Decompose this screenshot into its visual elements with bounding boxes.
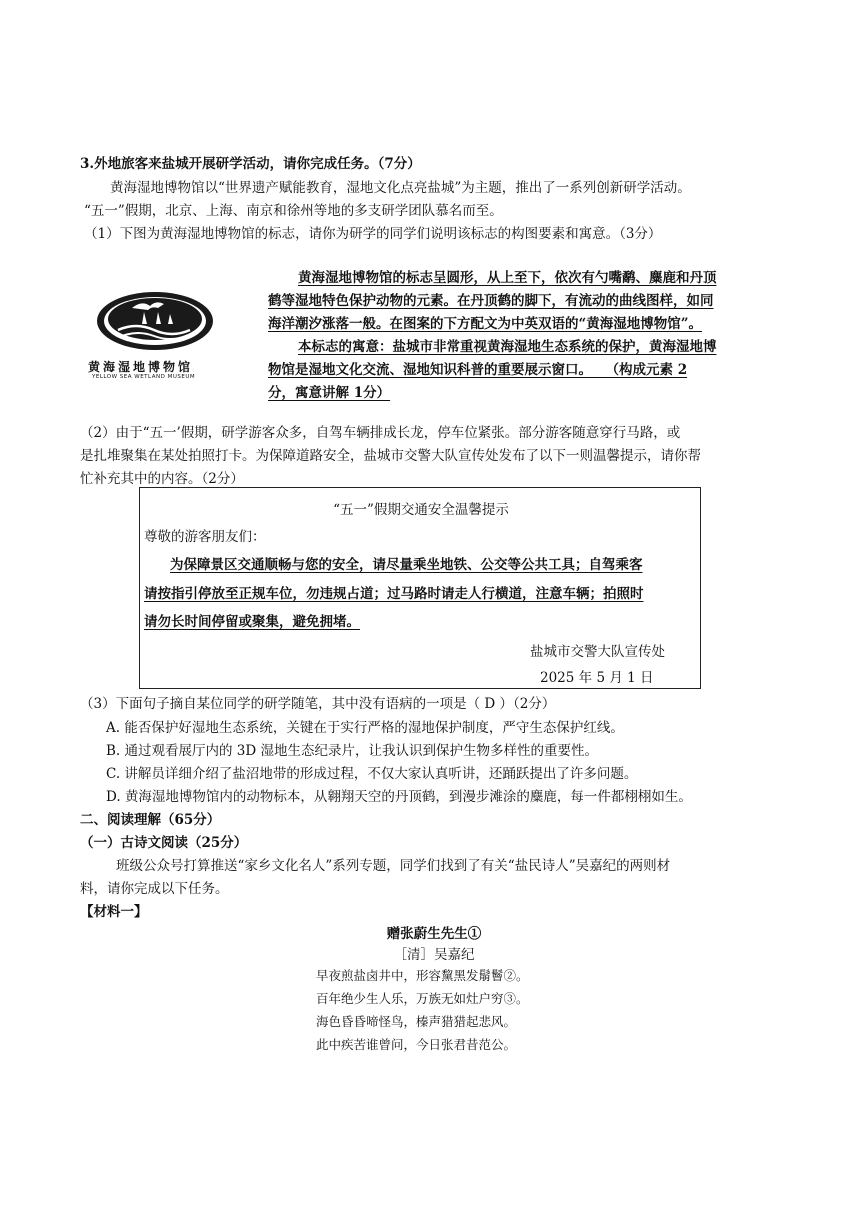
poem-line-4: 此中疾苦谁曾问，今日张君昔范公。 (316, 1037, 517, 1052)
option-a: A. 能否保护好湿地生态系统，关键在于实行严格的湿地保护制度，严守生态保护红线。 (106, 720, 624, 736)
poem-line-1: 早夜煎盐卤井中，形容黧黑发鬅鬙②。 (316, 968, 529, 983)
notice-signer: 盐城市交警大队宣传处 (530, 644, 665, 660)
poem-title: 赠张蔚生先生① (386, 926, 482, 942)
option-c: C. 讲解员详细介绍了盐沼地带的形成过程，不仅大家认真听讲，还踊跃提出了许多问题。 (106, 766, 638, 782)
section-2-intro-line-2: 料，请你完成以下任务。 (80, 881, 229, 897)
poem-author: ［清］吴嘉纪 (393, 947, 475, 963)
answer-1-line-2: 鹤等湿地特色保护动物的元素。在丹顶鹤的脚下，有流动的曲线图样，如同 (268, 293, 714, 309)
question-3-title: 3.外地旅客来盐城开展研学活动，请你完成任务。（7分） (80, 156, 421, 172)
logo-chinese-text: 黄海湿地博物馆 (88, 360, 194, 374)
logo-english-text: YELLOW SEA WETLAND MUSEUM (92, 374, 196, 380)
museum-logo-icon (90, 290, 220, 352)
material-label: 【材料一】 (80, 904, 148, 920)
sub-question-3: （3）下面句子摘自某位同学的研学随笔，其中没有语病的一项是（ D ）（2分） (80, 696, 556, 712)
option-b: B. 通过观看展厅内的 3D 湿地生态纪录片，让我认识到保护生物多样性的重要性。 (106, 743, 598, 759)
notice-date: 2025 年 5 月 1 日 (540, 670, 654, 686)
notice-title: “五一”假期交通安全温馨提示 (333, 502, 509, 518)
option-d: D. 黄海湿地博物馆内的动物标本，从翱翔天空的丹顶鹤，到漫步滩涂的麋鹿，每一件都栩栩如生。 (106, 789, 692, 805)
traffic-notice-box (139, 487, 701, 689)
notice-greeting: 尊敬的游客朋友们： (144, 529, 266, 545)
answer-1-line-5: 物馆是湿地文化交流、湿地知识科普的重要展示窗口。 （构成元素 2 (268, 362, 688, 378)
sub-question-2-line-2: 是扎堆聚集在某处拍照打卡。为保障道路安全，盐城市交警大队宣传处发布了以下一则温馨提示，请你帮 (80, 448, 701, 464)
museum-logo (90, 290, 220, 380)
sub-question-2-line-3: 忙补充其中的内容。（2分） (80, 471, 244, 487)
answer-1-line-6: 分，寓意讲解 1分） (268, 385, 391, 401)
intro-line-1: 黄海湿地博物馆以“世界遗产赋能教育，湿地文化点亮盐城”为主题，推出了一系列创新研学活动。 (110, 180, 691, 196)
notice-body-line-2: 请按指引停放至正规车位，勿违规占道；过马路时请走人行横道，注意车辆；拍照时 (144, 586, 644, 602)
section-2-subtitle: （一）古诗文阅读（25分） (80, 835, 248, 851)
answer-1-line-1: 黄海湿地博物馆的标志呈圆形，从上至下，依次有勺嘴鹬、麋鹿和丹顶 (298, 270, 717, 286)
section-2-title: 二、阅读理解（65分） (80, 812, 221, 828)
section-2-intro-line-1: 班级公众号打算推送“家乡文化名人”系列专题，同学们找到了有关“盐民诗人”吴嘉纪的两则材 (116, 858, 671, 874)
notice-body-line-1: 为保障景区交通顺畅与您的安全，请尽量乘坐地铁、公交等公共工具；自驾乘客 (170, 557, 643, 573)
answer-1-line-3: 海洋潮汐涨落一般。在图案的下方配文为中英双语的“黄海湿地博物馆”。 (268, 316, 703, 332)
intro-line-2: “五一”假期，北京、上海、南京和徐州等地的多支研学团队慕名而至。 (84, 203, 503, 219)
notice-body-line-3: 请勿长时间停留或聚集，避免拥堵。 (144, 614, 360, 630)
sub-question-2-line-1: （2）由于“五一’假期，研学游客众多，自驾车辆排成长龙，停车位紧张。部分游客随意穿行马路，或 (80, 425, 681, 441)
answer-1-line-4: 本标志的寓意：盐城市非常重视黄海湿地生态系统的保护，黄海湿地博 (298, 339, 717, 355)
poem-line-3: 海色昏昏啼怪鸟，榛声猎猎起悲风。 (316, 1014, 517, 1029)
sub-question-1: （1）下图为黄海湿地博物馆的标志，请你为研学的同学们说明该标志的构图要素和寓意。（3分） (84, 226, 662, 242)
poem-line-2: 百年绝少生人乐，万族无如灶户穷③。 (316, 991, 529, 1006)
